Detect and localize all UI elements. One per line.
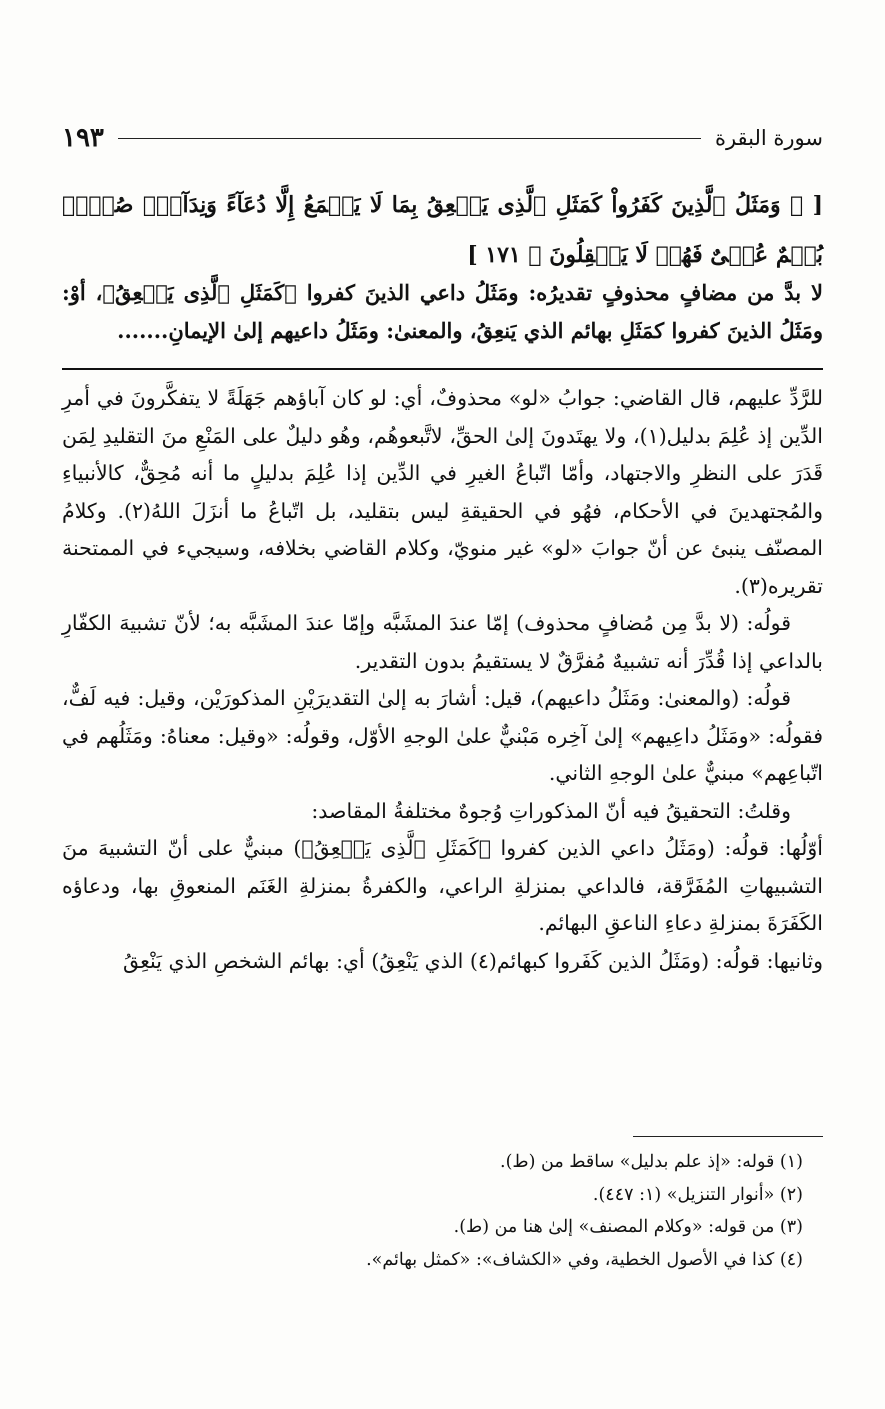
commentary-section (62, 380, 823, 980)
footnote-divider (633, 1136, 823, 1137)
footnotes (62, 1146, 823, 1276)
page-number: ١٩٣ (62, 123, 104, 153)
commentary-paragraph: قولُه: (لا بدَّ مِن مُضافٍ محذوف) إمّا عندَ المشَبَّه وإمّا عندَ المشَبَّه به؛ لأنّ تشبيهَ الكفّارِ بالداعي إذا قُدِّرَ أنه تشبيهٌ مُفرَّقٌ لا يستقيمُ بدون التقدير. (62, 611, 823, 673)
commentary-paragraph: وثانيها: قولُه: (ومَثَلُ الذين كَفَروا كبهائم(٤) الذي يَنْعِقُ) أي: بهائم الشخصِ الذي يَنْعِقُ (123, 948, 823, 973)
surah-name: سورة البقرة (714, 126, 823, 150)
footnote: (٢) «أنوار التنزيل» (١: ٤٤٧). (592, 1184, 803, 1205)
commentary-paragraph: للرَّدِّ عليهم، قال القاضي: جوابُ «لو» محذوفٌ، أي: لو كان آباؤهم جَهَلَةً لا يتفكَّرونَ في أمرِ الدِّين إذ عُلِمَ بدليل(١)، ولا يهتَدونَ إلىٰ الحقِّ، لاتَّبعوهُم، وهُو دليلٌ على المَنْعِ منَ التقليدِ لِمَن قَدَرَ على النظرِ والاجتهاد، وأمّا اتّباعُ الغيرِ في الدِّين إذا عُلِمَ بدليلٍ ما أنه مُحِقٌّ، كالأنبياءِ والمُجتهدينَ في الأحكام، فهُو في الحقيقةِ ليس بتقليد، بل اتّباعُ ما أنزَلَ اللهُ(٢). وكلامُ المصنّف ينبئ عن أنّ جوابَ «لو» غير منويّ، وكلام القاضي بخلافه، وسيجيء في الممتحنة تقريره(٣). (62, 386, 823, 598)
header-rule (118, 138, 701, 139)
page-header (62, 118, 823, 158)
quran-verse: [ ﴿ وَمَثَلُ ٱلَّذِينَ كَفَرُواْ كَمَثَلِ ٱلَّذِى يَنۡعِقُ بِمَا لَا يَسۡمَعُ إِلَّا دُعَآءً وَنِدَآءًۚ صُمُّۢ بُكۡمٌ عُمۡىٌ فَهُمۡ لَا يَعۡقِلُونَ ﴾ ١٧١ ] (62, 192, 823, 268)
commentary-paragraph: وقلتُ: التحقيقُ فيه أنّ المذكوراتِ وُجوهٌ مختلفةُ المقاصد: (311, 798, 791, 823)
footnote: (١) قوله: «إذ علم بدليل» ساقط من (ط). (500, 1152, 803, 1172)
main-tafsir-text: لا بدَّ من مضافٍ محذوفٍ تقديرُه: ومَثَلُ داعي الذينَ كفروا ﴿كَمَثَلِ ٱلَّذِى يَنۡعِقُ﴾، أوْ: ومَثَلُ الذينَ كفروا كمَثَلِ بهائم الذي يَنعِقُ، والمعنىٰ: ومَثَلُ داعيهم إلىٰ الإيمانِ....... (62, 280, 823, 343)
footnote: (٣) من قوله: «وكلام المصنف» إلىٰ هنا من (ط). (453, 1217, 803, 1237)
commentary-paragraph: أوّلُها: قولُه: (ومَثَلُ داعي الذين كفروا ﴿كَمَثَلِ ٱلَّذِى يَنۡعِقُ﴾) مبنيٌّ على أنّ التشبيهَ منَ التشبيهاتِ المُفَرَّقة، فالداعي بمنزلةِ الراعي، والكفرةُ بمنزلةِ الغَنَم المنعوقِ بها، ودعاؤه الكَفَرَةَ بمنزلةِ دعاءِ الناعقِ البهائم. (62, 836, 823, 935)
footnote: (٤) كذا في الأصول الخطية، وفي «الكشاف»: «كمثل بهائم». (366, 1249, 803, 1270)
commentary-paragraph: قولُه: (والمعنىٰ: ومَثَلُ داعيهم)، قيل: أشارَ به إلىٰ التقديرَيْنِ المذكورَيْن، وقيل: فيه لَفٌّ، فقولُه: «ومَثَلُ داعِيهم» إلىٰ آخِره مَبْنيٌّ علىٰ الوجهِ الأوّل، وقولُه: «وقيل: معناهُ: ومَثَلُهم في اتّباعِهم» مبنيٌّ علىٰ الوجهِ الثاني. (62, 686, 823, 785)
main-text-divider (62, 368, 823, 370)
